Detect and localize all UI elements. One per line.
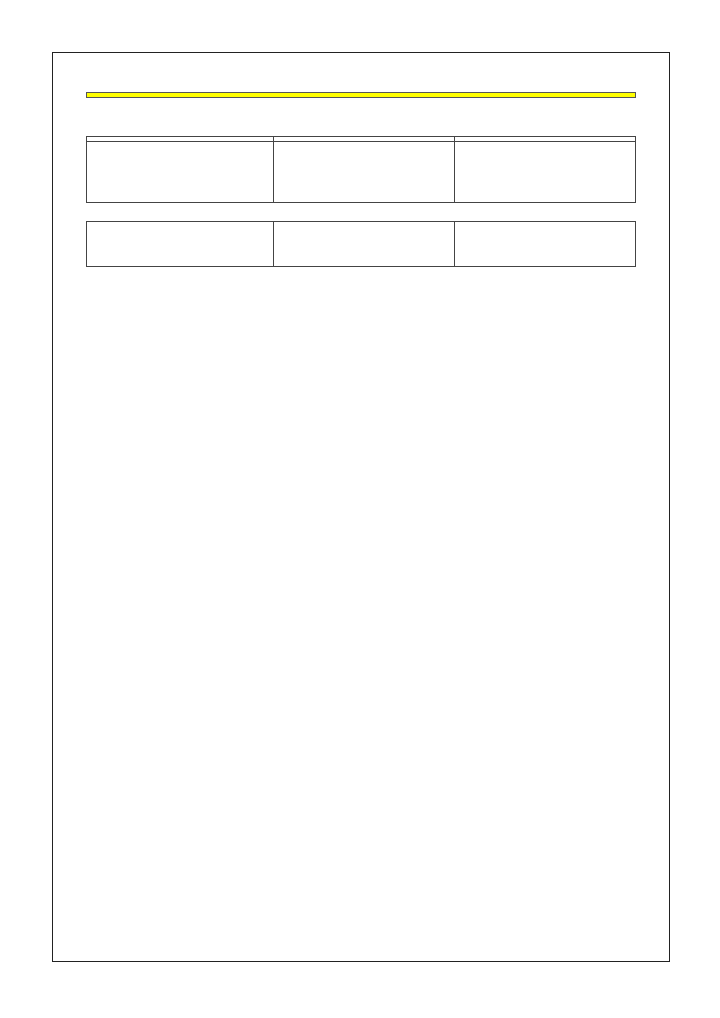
question-2-options-table <box>86 221 636 267</box>
option-cell[interactable] <box>87 222 274 267</box>
table-cell[interactable] <box>454 142 635 203</box>
table-row <box>87 142 636 203</box>
worksheet-content <box>86 84 636 289</box>
decorative-border-bottom <box>20 966 700 992</box>
text-source-banner <box>86 92 636 98</box>
decorative-border-top <box>20 20 700 46</box>
option-cell[interactable] <box>273 222 454 267</box>
decorative-border-left <box>20 20 46 992</box>
table-row <box>87 222 636 267</box>
decorative-border-right <box>674 20 700 992</box>
table-cell[interactable] <box>87 142 274 203</box>
option-cell[interactable] <box>454 222 635 267</box>
table-cell[interactable] <box>273 142 454 203</box>
question-1-table <box>86 136 636 203</box>
